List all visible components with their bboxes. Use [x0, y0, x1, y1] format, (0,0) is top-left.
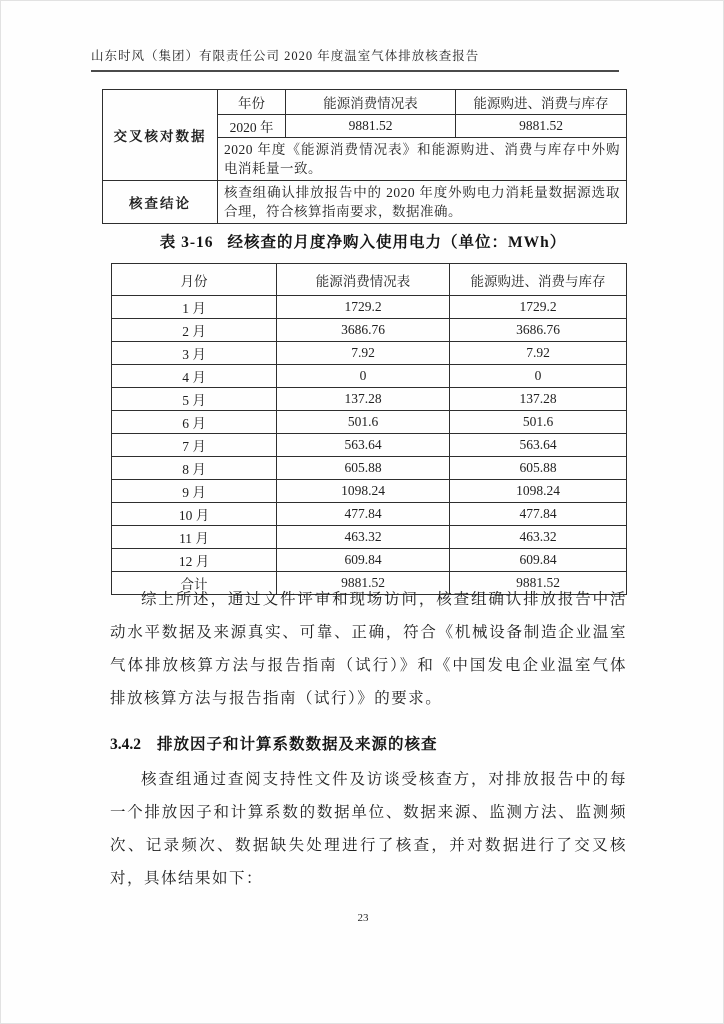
table-row: [112, 365, 627, 388]
month-cell: 5 月: [112, 388, 277, 411]
purchase-cell: 3686.76: [450, 319, 627, 342]
table-row: [112, 434, 627, 457]
column-header-month: 月份: [112, 264, 277, 296]
table-row: [112, 549, 627, 572]
table-row: [112, 388, 627, 411]
monthly-electricity-table: [111, 263, 627, 595]
consumption-cell: 1729.2: [277, 296, 450, 319]
purchase-cell: 477.84: [450, 503, 627, 526]
consumption-cell: 7.92: [277, 342, 450, 365]
consumption-cell: 1098.24: [277, 480, 450, 503]
month-cell: 7 月: [112, 434, 277, 457]
cross-check-note: 2020 年度《能源消费情况表》和能源购进、消费与库存中外购电消耗量一致。: [218, 138, 627, 181]
consumption-value-cell: 9881.52: [286, 115, 456, 138]
month-cell: 9 月: [112, 480, 277, 503]
month-cell: 4 月: [112, 365, 277, 388]
table-header-row: [112, 264, 627, 296]
table-row: [112, 503, 627, 526]
table-caption-number: 表 3-16: [159, 234, 214, 251]
header-title: 山东时风（集团）有限责任公司 2020 年度温室气体排放核查报告: [91, 49, 480, 63]
table-row: [103, 181, 627, 224]
total-purchase-cell: 9881.52: [450, 572, 627, 595]
consumption-cell: 0: [277, 365, 450, 388]
purchase-cell: 563.64: [450, 434, 627, 457]
column-header-purchase: 能源购进、消费与库存: [450, 264, 627, 296]
month-cell: 12 月: [112, 549, 277, 572]
purchase-cell: 0: [450, 365, 627, 388]
section-title: 排放因子和计算系数数据及来源的核查: [157, 736, 438, 753]
running-header: [91, 46, 619, 72]
consumption-cell: 563.64: [277, 434, 450, 457]
month-cell: 1 月: [112, 296, 277, 319]
month-cell: 10 月: [112, 503, 277, 526]
total-consumption-cell: 9881.52: [277, 572, 450, 595]
conclusion-label: 核查结论: [103, 181, 218, 224]
table-row: [112, 480, 627, 503]
column-header-year: 年份: [218, 90, 286, 115]
purchase-cell: 463.32: [450, 526, 627, 549]
month-cell: 6 月: [112, 411, 277, 434]
consumption-cell: 501.6: [277, 411, 450, 434]
purchase-cell: 1098.24: [450, 480, 627, 503]
consumption-cell: 477.84: [277, 503, 450, 526]
purchase-cell: 1729.2: [450, 296, 627, 319]
consumption-cell: 609.84: [277, 549, 450, 572]
table-row: [112, 411, 627, 434]
total-label-cell: 合计: [112, 572, 277, 595]
conclusion-text: 核查组确认排放报告中的 2020 年度外购电力消耗量数据源选取合理，符合核算指南要求，数据准确。: [218, 181, 627, 224]
month-cell: 2 月: [112, 319, 277, 342]
table-row: [112, 526, 627, 549]
table-row: [112, 296, 627, 319]
section-number: 3.4.2: [110, 736, 141, 753]
column-header-consumption: 能源消费情况表: [286, 90, 456, 115]
purchase-value-cell: 9881.52: [456, 115, 627, 138]
purchase-cell: 7.92: [450, 342, 627, 365]
purchase-cell: 137.28: [450, 388, 627, 411]
purchase-cell: 605.88: [450, 457, 627, 480]
purchase-cell: 501.6: [450, 411, 627, 434]
table-row: [103, 90, 627, 115]
table-row: [112, 457, 627, 480]
table-caption: [1, 230, 724, 252]
section-heading: [110, 732, 438, 754]
consumption-cell: 605.88: [277, 457, 450, 480]
table-caption-text: 经核查的月度净购入使用电力（单位：MWh）: [227, 234, 567, 251]
consumption-cell: 463.32: [277, 526, 450, 549]
purchase-cell: 609.84: [450, 549, 627, 572]
column-header-purchase: 能源购进、消费与库存: [456, 90, 627, 115]
month-cell: 11 月: [112, 526, 277, 549]
page-number: 23: [357, 912, 369, 924]
body-paragraph: 核查组通过查阅支持性文件及访谈受核查方，对排放报告中的每一个排放因子和计算系数的数据单位、数据来源、监测方法、监测频次、记录频次、数据缺失处理进行了核查，并对数据进行了交叉核对，具体结果如下：: [110, 771, 627, 887]
cross-check-label: 交叉核对数据: [103, 90, 218, 181]
summary-paragraph: 综上所述，通过文件评审和现场访问，核查组确认排放报告中活动水平数据及来源真实、可靠、正确，符合《机械设备制造企业温室气体排放核算方法与报告指南（试行）》和《中国发电企业温室气体排放核算方法与报告指南（试行）》的要求。: [110, 591, 627, 707]
consumption-cell: 137.28: [277, 388, 450, 411]
column-header-consumption: 能源消费情况表: [277, 264, 450, 296]
year-cell: 2020 年: [218, 115, 286, 138]
cross-check-table: [102, 89, 627, 224]
table-row: [112, 319, 627, 342]
month-cell: 3 月: [112, 342, 277, 365]
consumption-cell: 3686.76: [277, 319, 450, 342]
table-row: [112, 342, 627, 365]
month-cell: 8 月: [112, 457, 277, 480]
